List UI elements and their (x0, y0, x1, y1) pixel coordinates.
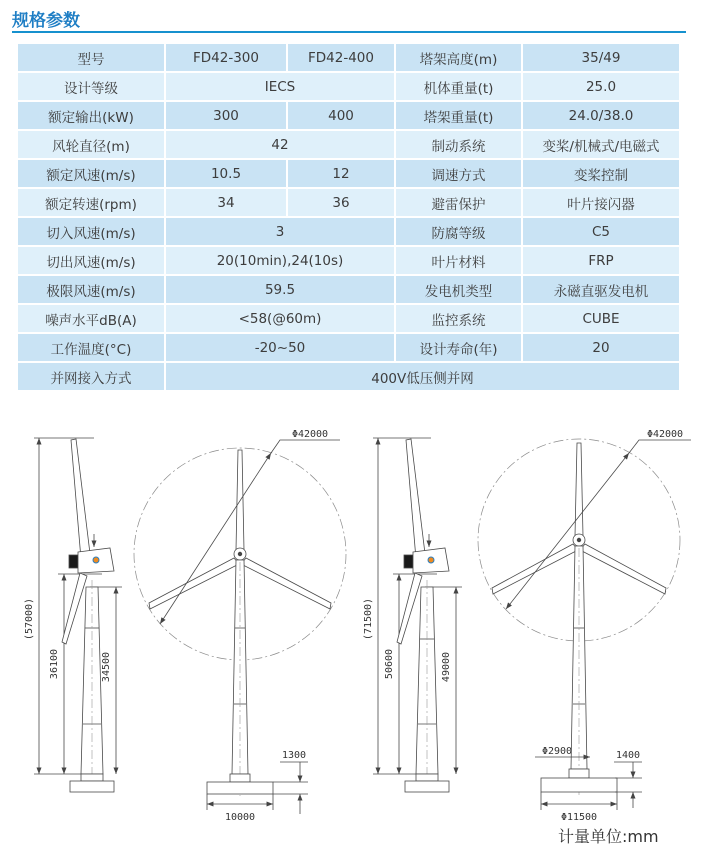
spec-label: 额定风速(m/s) (18, 160, 164, 187)
spec-value: IECS (166, 73, 394, 100)
dim-base-width: Φ11500 (560, 812, 598, 823)
spec-value: 叶片接闪器 (523, 189, 679, 216)
spec-label: 切入风速(m/s) (18, 218, 164, 245)
spec-value: -20~50 (166, 334, 394, 361)
dim-rotor-diameter: Φ42000 (291, 429, 329, 440)
spec-label: 切出风速(m/s) (18, 247, 164, 274)
spec-label: 额定输出(kW) (18, 102, 164, 129)
spec-value: <58(@60m) (166, 305, 394, 332)
nacelle-logo (93, 557, 99, 563)
spec-value: 20(10min),24(10s) (166, 247, 394, 274)
table-row (18, 44, 679, 71)
spec-label: 塔架高度(m) (396, 44, 521, 71)
spec-label: 噪声水平dB(A) (18, 305, 164, 332)
dim-tower-height: 49000 (441, 651, 452, 683)
dim-rotor-diameter: Φ42000 (646, 429, 684, 440)
dim-hub-height: 36100 (49, 648, 60, 680)
spec-label: 工作温度(°C) (18, 334, 164, 361)
side-view (373, 438, 462, 792)
spec-label: 制动系统 (396, 131, 521, 158)
spec-value: 400V低压侧并网 (166, 363, 679, 390)
nacelle-logo (428, 557, 434, 563)
table-row (18, 247, 679, 274)
spec-value: 永磁直驱发电机 (523, 276, 679, 303)
spec-value: 20 (523, 334, 679, 361)
table-row (18, 276, 679, 303)
spec-value: 变桨/机械式/电磁式 (523, 131, 679, 158)
page-title: 规格参数 (12, 11, 80, 31)
spec-value: 24.0/38.0 (523, 102, 679, 129)
spec-value: 34 (166, 189, 286, 216)
dim-base-width: 10000 (224, 812, 256, 823)
table-row (18, 363, 679, 390)
dim-hub-height: 50600 (384, 648, 395, 680)
table-row (18, 73, 679, 100)
spec-value: 变桨控制 (523, 160, 679, 187)
dim-base-height: 1300 (281, 750, 307, 761)
spec-label: 设计寿命(年) (396, 334, 521, 361)
spec-value: 400 (288, 102, 394, 129)
spec-label: 风轮直径(m) (18, 131, 164, 158)
spec-label: 发电机类型 (396, 276, 521, 303)
side-view (34, 438, 122, 792)
front-view (478, 439, 691, 810)
table-row (18, 189, 679, 216)
spec-value: 25.0 (523, 73, 679, 100)
spec-label: 机体重量(t) (396, 73, 521, 100)
spec-value: 300 (166, 102, 286, 129)
hub-block (69, 555, 78, 568)
spec-label: 叶片材料 (396, 247, 521, 274)
spec-value: FD42-300 (166, 44, 286, 71)
spec-value: 3 (166, 218, 394, 245)
spec-label: 避雷保护 (396, 189, 521, 216)
spec-value: 10.5 (166, 160, 286, 187)
dim-total-height: (71500) (363, 597, 374, 641)
spec-label: 监控系统 (396, 305, 521, 332)
dim-tower-height: 34500 (101, 651, 112, 683)
spec-value: 42 (166, 131, 394, 158)
spec-value: 12 (288, 160, 394, 187)
spec-table (16, 42, 681, 392)
turbine-drawing-right (352, 424, 701, 838)
spec-value: FD42-400 (288, 44, 394, 71)
dim-total-height: (57000) (24, 597, 35, 641)
spec-value: 59.5 (166, 276, 394, 303)
title-rule (12, 31, 686, 33)
table-row (18, 102, 679, 129)
spec-label: 极限风速(m/s) (18, 276, 164, 303)
table-row (18, 160, 679, 187)
spec-value: FRP (523, 247, 679, 274)
spec-label: 调速方式 (396, 160, 521, 187)
spec-value: CUBE (523, 305, 679, 332)
spec-label: 塔架重量(t) (396, 102, 521, 129)
spec-label: 并网接入方式 (18, 363, 164, 390)
front-view (134, 440, 346, 814)
spec-value: 36 (288, 189, 394, 216)
spec-label: 型号 (18, 44, 164, 71)
spec-label: 防腐等级 (396, 218, 521, 245)
unit-note: 计量单位:mm (558, 827, 659, 846)
table-row (18, 218, 679, 245)
table-row (18, 334, 679, 361)
spec-value: C5 (523, 218, 679, 245)
spec-label: 额定转速(rpm) (18, 189, 164, 216)
dim-tower-base-diameter: Φ2900 (541, 746, 573, 757)
spec-label: 设计等级 (18, 73, 164, 100)
table-row (18, 131, 679, 158)
dim-base-height: 1400 (615, 750, 641, 761)
hub-block (404, 555, 413, 568)
turbine-drawing-left (8, 424, 353, 838)
table-row (18, 305, 679, 332)
spec-value: 35/49 (523, 44, 679, 71)
